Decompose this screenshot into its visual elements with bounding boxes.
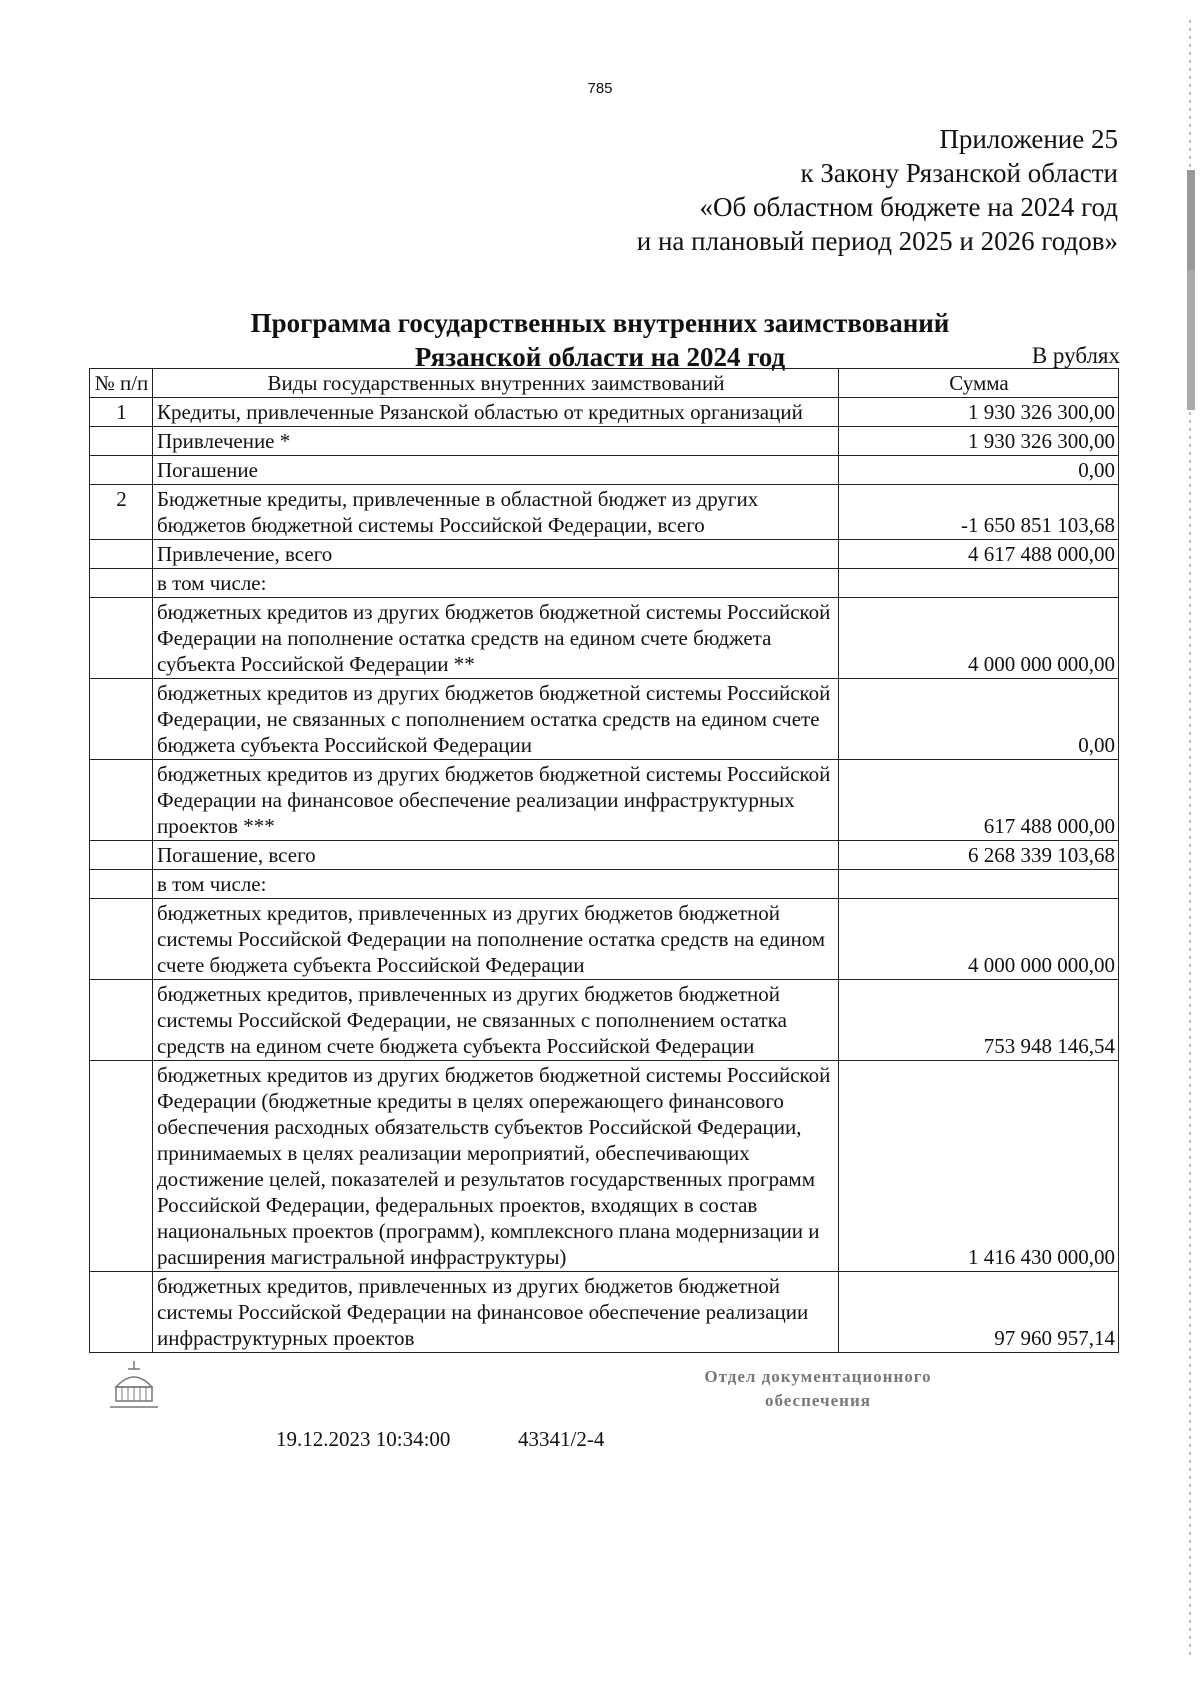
row-amount-cell: 4 000 000 000,00 [839, 598, 1119, 679]
title-line-1: Программа государственных внутренних заимствований [250, 308, 950, 338]
row-number-cell [90, 899, 153, 980]
borrowings-table [89, 368, 1119, 1353]
header-amount: Сумма [839, 369, 1119, 398]
table-row [90, 540, 1119, 569]
row-description-cell: бюджетных кредитов из других бюджетов бюджетной системы Российской Федерации на финансовое обеспечение реализации инфраструктурных проектов *** [153, 760, 839, 841]
page-number: 785 [587, 80, 613, 97]
appendix-header [637, 122, 1118, 258]
row-amount-cell: 97 960 957,14 [839, 1272, 1119, 1353]
row-description-cell: бюджетных кредитов, привлеченных из других бюджетов бюджетной системы Российской Федерации, не связанных с пополнением остатка средств на едином счете бюджета субъекта Российской Федерации [153, 980, 839, 1061]
row-description-cell: Погашение [153, 456, 839, 485]
row-description-cell: бюджетных кредитов из других бюджетов бюджетной системы Российской Федерации на пополнение остатка средств на едином счете бюджета субъекта Российской Федерации ** [153, 598, 839, 679]
row-number-cell [90, 540, 153, 569]
table-header-row [90, 369, 1119, 398]
table-row [90, 899, 1119, 980]
row-number-cell [90, 598, 153, 679]
footer-date: 19.12.2023 10:34:00 [276, 1427, 451, 1451]
stamp-line-1: Отдел документационного [704, 1367, 932, 1386]
row-amount-cell: 4 617 488 000,00 [839, 540, 1119, 569]
row-amount-cell: 1 416 430 000,00 [839, 1061, 1119, 1272]
appendix-line-2: к Закону Рязанской области [800, 158, 1118, 188]
row-description-cell: Привлечение, всего [153, 540, 839, 569]
stamp-line-2: обеспечения [765, 1391, 871, 1410]
footer-code: 43341/2-4 [518, 1427, 605, 1451]
row-description-cell: бюджетных кредитов из других бюджетов бюджетной системы Российской Федерации, не связанных с пополнением остатка средств на едином счете бюджета субъекта Российской Федерации [153, 679, 839, 760]
table-row [90, 841, 1119, 870]
row-number-cell [90, 1272, 153, 1353]
row-number-cell [90, 679, 153, 760]
row-number-cell [90, 841, 153, 870]
row-amount-cell: 4 000 000 000,00 [839, 899, 1119, 980]
table-row [90, 427, 1119, 456]
row-number-cell [90, 760, 153, 841]
table-row [90, 598, 1119, 679]
row-description-cell: бюджетных кредитов из других бюджетов бюджетной системы Российской Федерации (бюджетные кредиты в целях опережающего финансового обеспечения расходных обязательств субъектов Российской Федерации, принимаемых в целях реализации мероприятий, обеспечивающих достижение целей, показателей и результатов государственных программ Российской Федерации, федеральных проектов, входящих в состав национальных проектов (программ), комплексного плана модернизации и расширения магистральной инфраструктуры) [153, 1061, 839, 1272]
document-title [0, 306, 1200, 374]
header-num: № п/п [90, 369, 153, 398]
header-type: Виды государственных внутренних заимствований [153, 369, 839, 398]
table-row [90, 485, 1119, 540]
scan-edge-artifact [1184, 20, 1196, 1660]
table-body [90, 398, 1119, 1353]
table-row [90, 1272, 1119, 1353]
row-amount-cell: 6 268 339 103,68 [839, 841, 1119, 870]
row-amount-cell [839, 870, 1119, 899]
row-description-cell: в том числе: [153, 870, 839, 899]
row-number-cell [90, 569, 153, 598]
row-amount-cell: 1 930 326 300,00 [839, 398, 1119, 427]
row-amount-cell: 0,00 [839, 679, 1119, 760]
row-number-cell: 1 [90, 398, 153, 427]
row-number-cell [90, 456, 153, 485]
table-row [90, 569, 1119, 598]
row-description-cell: бюджетных кредитов, привлеченных из других бюджетов бюджетной системы Российской Федерации на финансовое обеспечение реализации инфраструктурных проектов [153, 1272, 839, 1353]
table-row [90, 398, 1119, 427]
row-description-cell: Кредиты, привлеченные Рязанской областью от кредитных организаций [153, 398, 839, 427]
table-row [90, 870, 1119, 899]
table-row [90, 679, 1119, 760]
row-amount-cell: 1 930 326 300,00 [839, 427, 1119, 456]
row-number-cell [90, 1061, 153, 1272]
row-description-cell: в том числе: [153, 569, 839, 598]
row-amount-cell [839, 569, 1119, 598]
row-number-cell [90, 870, 153, 899]
table-row [90, 456, 1119, 485]
row-number-cell [90, 427, 153, 456]
row-amount-cell: -1 650 851 103,68 [839, 485, 1119, 540]
appendix-line-4: и на плановый период 2025 и 2026 годов» [636, 226, 1118, 256]
unit-label: В рублях [1031, 343, 1120, 368]
row-description-cell: бюджетных кредитов, привлеченных из других бюджетов бюджетной системы Российской Федерации на пополнение остатка средств на едином счете бюджета субъекта Российской Федерации [153, 899, 839, 980]
table-row [90, 1061, 1119, 1272]
appendix-line-3: «Об областном бюджете на 2024 год [699, 192, 1118, 222]
row-number-cell: 2 [90, 485, 153, 540]
appendix-line-1: Приложение 25 [939, 124, 1118, 154]
department-stamp [668, 1365, 968, 1413]
table-row [90, 980, 1119, 1061]
title-line-2: Рязанской области на 2024 год [414, 342, 786, 372]
row-amount-cell: 753 948 146,54 [839, 980, 1119, 1061]
row-amount-cell: 617 488 000,00 [839, 760, 1119, 841]
row-description-cell: Привлечение * [153, 427, 839, 456]
duma-seal-icon [108, 1357, 160, 1413]
table-row [90, 760, 1119, 841]
row-description-cell: Бюджетные кредиты, привлеченные в областной бюджет из других бюджетов бюджетной системы Российской Федерации, всего [153, 485, 839, 540]
row-description-cell: Погашение, всего [153, 841, 839, 870]
row-amount-cell: 0,00 [839, 456, 1119, 485]
row-number-cell [90, 980, 153, 1061]
